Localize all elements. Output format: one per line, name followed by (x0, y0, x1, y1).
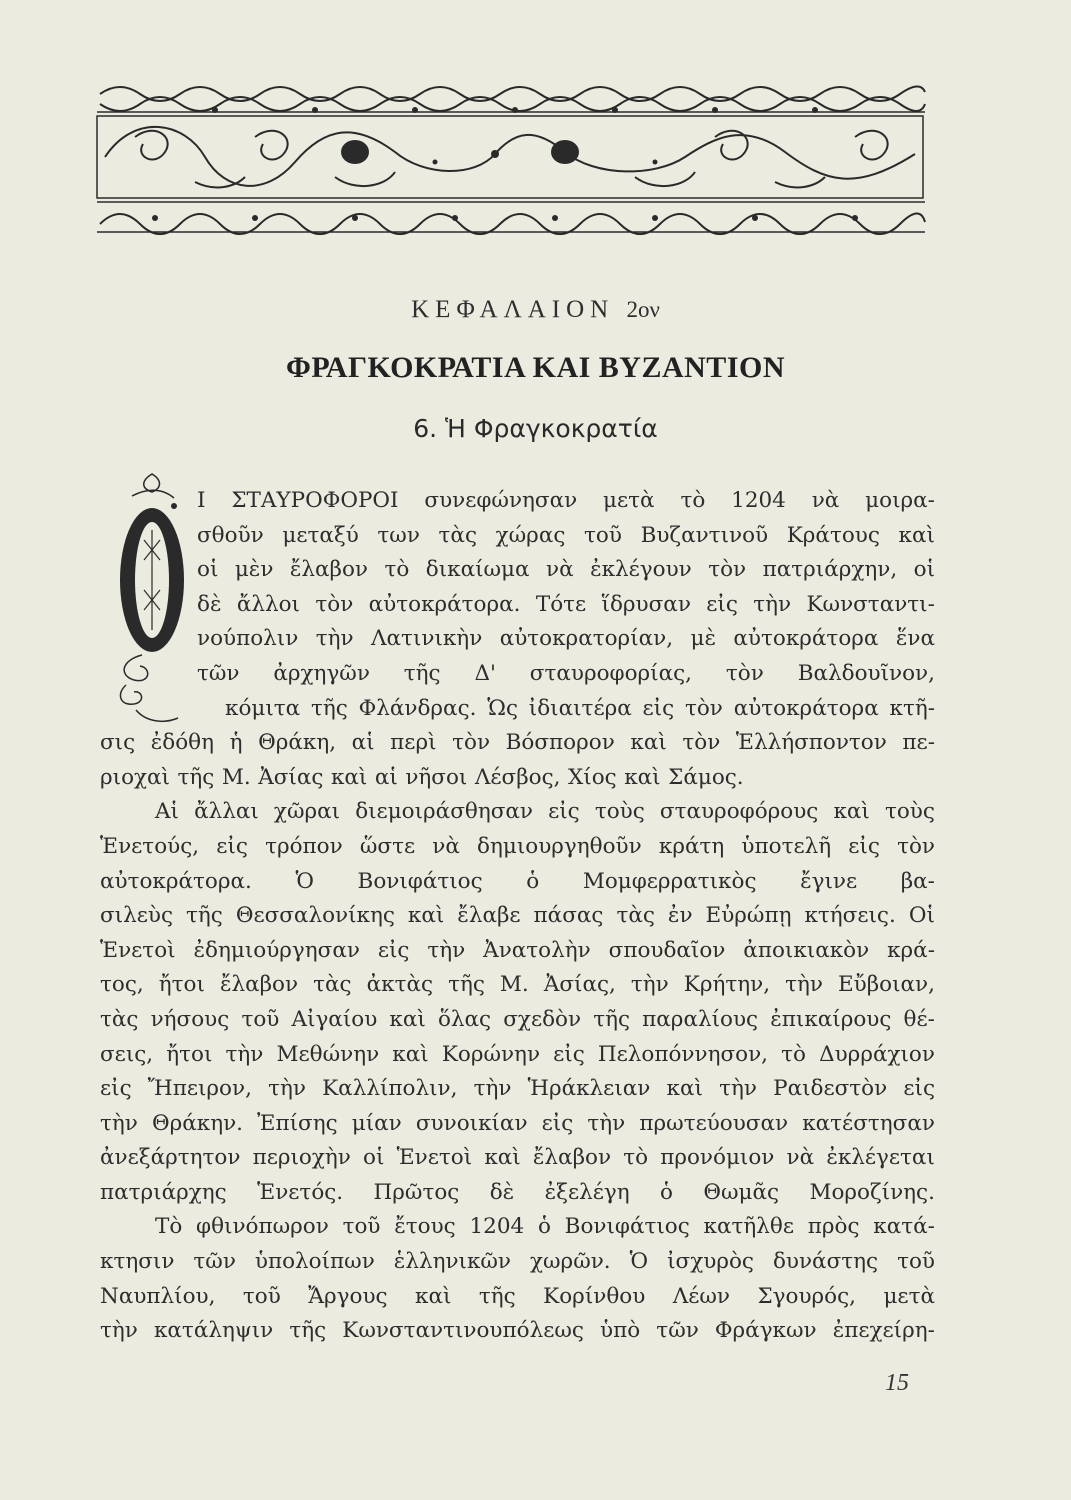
word: νῆσοι (405, 764, 468, 790)
word: τῆς (289, 1318, 327, 1344)
word: σχεδὸν (503, 1006, 582, 1032)
word: ὁ (660, 1179, 673, 1205)
word: νούπολιν (197, 626, 299, 652)
word: οἱ (363, 1145, 385, 1171)
word: τῆς (448, 972, 485, 998)
word: Σάμος. (668, 764, 744, 790)
word: τὸν (682, 730, 721, 756)
word: ὁ (526, 868, 540, 894)
word: Ι (197, 488, 206, 513)
word: τὴν (100, 1318, 138, 1344)
word: κτησιν (100, 1249, 175, 1275)
word: καὶ (389, 1006, 426, 1032)
word: ἐκλέγεται (826, 1145, 935, 1171)
word: σιλεὺς (100, 903, 173, 929)
word: σταυροφορίας, (529, 660, 693, 686)
word: τὴν (315, 626, 354, 652)
word: ἤτοι (158, 972, 205, 998)
word: ἐν (667, 903, 693, 929)
word: κτῆ- (889, 695, 935, 721)
word: ἐκλέγουν (590, 557, 692, 583)
word: Θωμᾶς (703, 1179, 780, 1205)
word: μοιρα- (865, 488, 935, 513)
word: μετὰ (603, 488, 655, 513)
word: συνοικίαν (415, 1110, 528, 1136)
word: τῆς (403, 660, 441, 686)
word: κράτη (658, 833, 725, 859)
text-line (100, 726, 935, 761)
word: εἰς (100, 1076, 132, 1102)
word: Φράγκων (714, 1318, 817, 1344)
word: ριοχαὶ (100, 764, 170, 790)
word: Ἑνετός. (257, 1179, 344, 1205)
word: Ὡς (487, 695, 518, 721)
word: Μομφερρατικὸς (582, 868, 757, 894)
word: Μ. (499, 972, 529, 998)
word: τοὺς (594, 799, 645, 825)
word: ἔλαβε (457, 903, 521, 929)
word: σις (100, 730, 136, 756)
text-line (100, 588, 935, 623)
word: ὑπὸ (600, 1318, 641, 1344)
word: Βαλδουῖνον, (797, 660, 935, 686)
word: δημιουργηθοῦν (477, 833, 642, 859)
word: τὸν (725, 660, 764, 686)
word: κατῆλθε (703, 1214, 794, 1240)
word: ἔλαβον (532, 1145, 612, 1171)
text-line (100, 519, 935, 554)
word: Αἰγαίου (291, 1006, 378, 1032)
word: καὶ (415, 1283, 452, 1309)
word: Πρῶτος (373, 1179, 460, 1205)
word: Οἱ (908, 903, 935, 929)
word: κατέστησαν (802, 1110, 935, 1136)
word: τὸ (781, 1041, 806, 1067)
word: πατριάρχης (100, 1179, 227, 1205)
chapter-label (0, 296, 1071, 324)
word: Κράτους (786, 522, 880, 548)
word: τρόπον (265, 833, 343, 859)
word: ἰδιαιτέρα (528, 695, 632, 721)
word: μετὰ (883, 1283, 935, 1309)
word: ἰσχυρὸς (667, 1249, 754, 1275)
word: τῆς (177, 764, 215, 790)
word: Βυζαντινοῦ (640, 522, 769, 548)
chapter-number: 2ον (626, 297, 660, 322)
word: τὴν (225, 1041, 264, 1067)
word: τὴν (100, 1110, 138, 1136)
word: τος, (100, 972, 144, 998)
word: ἐπικαίρους (770, 1006, 892, 1032)
word: νὰ (432, 833, 460, 859)
word: εἰς (553, 1041, 585, 1067)
text-line (100, 1280, 935, 1315)
word: τὰς (100, 1006, 139, 1032)
word: κατά- (873, 1214, 935, 1240)
word: καὶ (624, 764, 661, 790)
word: πατριάρχην, (762, 557, 898, 583)
word: Θεσσαλονίκης (235, 903, 395, 929)
word: Ραιδεστὸν (773, 1076, 888, 1102)
word: ἀκτὰς (366, 972, 434, 998)
word: ἔτους (394, 1214, 456, 1240)
text-line (100, 1141, 935, 1176)
word: τῆς (478, 1283, 516, 1309)
word: τὴν (473, 1076, 512, 1102)
word: Βόσπορον (505, 730, 615, 756)
word: Βονιφάτιος (564, 1214, 690, 1240)
word: δυνάστης (772, 1249, 879, 1275)
word: Μ. (221, 764, 251, 790)
word: ἀρχηγῶν (273, 660, 370, 686)
word: τὰς (313, 972, 352, 998)
word: σθοῦν (197, 522, 264, 548)
text-line (100, 657, 935, 692)
word: δὲ (489, 1179, 515, 1205)
text-line (100, 553, 935, 588)
word: Ἤπειρον, (147, 1076, 252, 1102)
word: εἰς (548, 799, 580, 825)
word: Ἐπίσης (257, 1110, 338, 1136)
word: εἰς (848, 833, 880, 859)
word: ἐξελέγη (544, 1179, 630, 1205)
text-line (100, 1003, 935, 1038)
word: ὑποτελῆ (741, 833, 832, 859)
word: ἔλαβον (219, 972, 299, 998)
word: νὰ (811, 488, 840, 513)
page-number: 15 (885, 1370, 909, 1396)
word: Μεθώνην (276, 1041, 380, 1067)
word: οἱ (913, 557, 935, 583)
word: τὴν (630, 972, 669, 998)
word: τῶν (193, 1249, 236, 1275)
word: θέ- (903, 1006, 935, 1032)
word: ἐδημιούργησαν (193, 937, 360, 963)
word: τοῦ (584, 522, 622, 548)
word: πάσας (533, 903, 604, 929)
word: Σγουρός, (757, 1283, 856, 1309)
word: τοὺς (884, 799, 935, 825)
word: τὴν (785, 972, 823, 998)
word: Ἀνατολὴν (483, 937, 591, 963)
word: Ἑνετοὶ (396, 1145, 473, 1171)
word: εἰς (903, 1076, 935, 1102)
word: Χίος (567, 764, 617, 790)
word: κτήσεις. (804, 903, 896, 929)
word: τοῦ (897, 1249, 935, 1275)
text-line (100, 830, 935, 865)
word: δὲ (197, 591, 222, 617)
word: οἱ (197, 557, 219, 583)
word: καὶ (407, 903, 445, 929)
word: τὸν (684, 695, 723, 721)
word: νὰ (546, 557, 574, 583)
word: πρὸς (807, 1214, 860, 1240)
word: καὶ (392, 1041, 429, 1067)
word: χώρας (495, 522, 566, 548)
word: εἰς (216, 833, 248, 859)
word: Κωνσταντι- (806, 591, 935, 617)
word: ἔλαβον (289, 557, 369, 583)
chapter-title: ΦΡΑΓΚΟΚΡΑΤΙΑ ΚΑΙ ΒΥΖΑΝΤΙΟΝ (286, 351, 785, 384)
word: ἤτοι (166, 1041, 213, 1067)
text-line (100, 1314, 935, 1349)
word: Ἑλλήσποντον (735, 730, 887, 756)
text-line (100, 1072, 935, 1107)
word: τὴν (753, 591, 792, 617)
word: Εὔβοιαν, (837, 972, 935, 998)
word: τὸ (623, 1145, 649, 1171)
word: τὰς (438, 522, 477, 548)
word: Πελοπόννησον, (597, 1041, 768, 1067)
word: φθινόπωρον (196, 1214, 329, 1240)
section-title: 6. Ἡ Φραγκοκρατία (413, 414, 658, 443)
word: τοῦ (242, 1283, 281, 1309)
word: μίαν (351, 1110, 402, 1136)
text-line (100, 899, 935, 934)
word: κόμιτα (225, 695, 301, 721)
word: χῶραι (273, 799, 341, 825)
word: ἵδρυσαν (601, 591, 691, 617)
word: καὶ (898, 522, 935, 548)
word: Θράκη, (258, 730, 337, 756)
word: νὰ (786, 1145, 815, 1171)
word: Καλλίπολιν, (322, 1076, 458, 1102)
word: καὶ (833, 799, 870, 825)
word: τῆς (185, 903, 223, 929)
word: τὸ (680, 488, 706, 513)
word: Λέσβος, (474, 764, 561, 790)
word: τὸν (897, 833, 935, 859)
word: αὐτοκρατορίαν, (499, 626, 674, 652)
word: τὰς (616, 903, 655, 929)
text-line (100, 934, 935, 969)
word: ΣΤΑΥΡΟΦΟΡΟΙ (231, 488, 399, 513)
word: μεταξύ (282, 522, 359, 548)
word: Ἑνετοὶ (100, 937, 176, 963)
word: Ναυπλίου, (100, 1283, 216, 1309)
word: ἐδόθη (150, 730, 215, 756)
word: Κρήτην, (683, 972, 771, 998)
text-line (100, 1107, 935, 1142)
word: ὑπολοίπων (254, 1249, 375, 1275)
word: ἑλληνικῶν (393, 1249, 511, 1275)
word: Ἡράκλειαν (527, 1076, 651, 1102)
text-line (100, 865, 935, 900)
text-line (100, 484, 935, 519)
word: τῶν (197, 660, 240, 686)
word: περιοχὴν (252, 1145, 351, 1171)
word: Μοροζίνης. (809, 1179, 935, 1205)
word: αὐτοκράτορα. (100, 868, 252, 894)
word: τὴν (427, 937, 466, 963)
word: Ἑνετούς, (100, 833, 200, 859)
text-line (100, 1038, 935, 1073)
word: νήσους (150, 1006, 230, 1032)
word: Ἄργους (308, 1283, 388, 1309)
word: Εὐρώπῃ (705, 903, 792, 929)
word: ὥστε (359, 833, 416, 859)
word: Αἱ (155, 799, 179, 825)
word: Λέων (672, 1283, 731, 1309)
body-text (100, 484, 935, 1349)
word: ἡ (229, 730, 243, 756)
word: ὅλας (437, 1006, 492, 1032)
word: καὶ (330, 764, 368, 790)
word: αὐτοκράτορα. (368, 591, 521, 617)
text-line (100, 1176, 935, 1211)
word: καὶ (666, 1076, 703, 1102)
word: καὶ (630, 730, 667, 756)
word: μὲν (234, 557, 274, 583)
word: των (377, 522, 420, 548)
word: τῶν (656, 1318, 699, 1344)
word: παραλίους (642, 1006, 759, 1032)
word: τὸν (708, 557, 747, 583)
word: διεμοιράσθησαν (355, 799, 533, 825)
word: Δ' (474, 660, 496, 686)
word: τὸν (315, 591, 354, 617)
word: ἕνα (895, 626, 935, 652)
word: βα- (900, 868, 935, 894)
word: αὐτοκράτορα (733, 626, 879, 652)
word: Φλάνδρας. (358, 695, 477, 721)
word: σταυροφόρους (659, 799, 819, 825)
text-line (100, 622, 935, 657)
word: σπουδαῖον (608, 937, 726, 963)
word: Ἀσίας (258, 764, 324, 790)
word: κατάληψιν (153, 1318, 274, 1344)
word: τὸ (384, 557, 410, 583)
word: ἔγινε (800, 868, 858, 894)
word: Δυρράχιον (819, 1041, 935, 1067)
chapter-label-text: ΚΕΦΑΛΑΙΟΝ (411, 296, 615, 323)
text-line (100, 795, 935, 830)
word: χωρῶν. (530, 1249, 611, 1275)
word: ἄλλαι (194, 799, 259, 825)
text-line (100, 692, 935, 727)
text-line (100, 761, 935, 796)
word: τὸν (452, 730, 491, 756)
word: ἐπεχείρη- (832, 1318, 935, 1344)
word: εἰς (642, 695, 675, 721)
word: Κορώνην (441, 1041, 541, 1067)
word: πε- (902, 730, 935, 756)
word: κρά- (887, 937, 935, 963)
word: περὶ (390, 730, 437, 756)
text-line (100, 968, 935, 1003)
word: μὲ (690, 626, 716, 652)
ornamental-headpiece (95, 82, 927, 240)
word: ὁ (537, 1214, 551, 1240)
word: εἰς (541, 1110, 574, 1136)
word: Λατινικὴν (371, 626, 483, 652)
text-line (100, 1245, 935, 1280)
word: Βονιφάτιος (357, 868, 483, 894)
word: δικαίωμα (425, 557, 530, 583)
word: Τότε (535, 591, 587, 617)
word: εἰς (706, 591, 738, 617)
word: τὴν (719, 1076, 757, 1102)
word: τῆς (311, 695, 348, 721)
text-line (100, 1210, 935, 1245)
word: τοῦ (241, 1006, 280, 1032)
word: αἱ (374, 764, 398, 790)
word: καὶ (484, 1145, 521, 1171)
word: 1204 (731, 488, 786, 513)
word: αὐτοκράτορα (733, 695, 879, 721)
word: 1204 (469, 1214, 525, 1240)
word: Κωνσταντινουπόλεως (342, 1318, 584, 1344)
word: Ἀσίας, (543, 972, 616, 998)
word: συνεφώνησαν (424, 488, 578, 513)
word: ἄλλοι (236, 591, 300, 617)
word: Κορίνθου (543, 1283, 646, 1309)
word: Θράκην. (151, 1110, 243, 1136)
word: τῆς (593, 1006, 631, 1032)
word: πρωτεύουσαν (639, 1110, 789, 1136)
word: Ὁ (629, 1249, 649, 1275)
word: ἀνεξάρτητον (100, 1145, 241, 1171)
word: τὴν (268, 1076, 306, 1102)
word: Τὸ (155, 1214, 183, 1240)
word: τὴν (587, 1110, 626, 1136)
word: τοῦ (342, 1214, 381, 1240)
word: Ὁ (295, 868, 314, 894)
word: σεις, (100, 1041, 154, 1067)
word: προνόμιον (660, 1145, 775, 1171)
word: ἀποικιακὸν (743, 937, 870, 963)
word: εἰς (377, 937, 410, 963)
word: αἱ (351, 730, 375, 756)
